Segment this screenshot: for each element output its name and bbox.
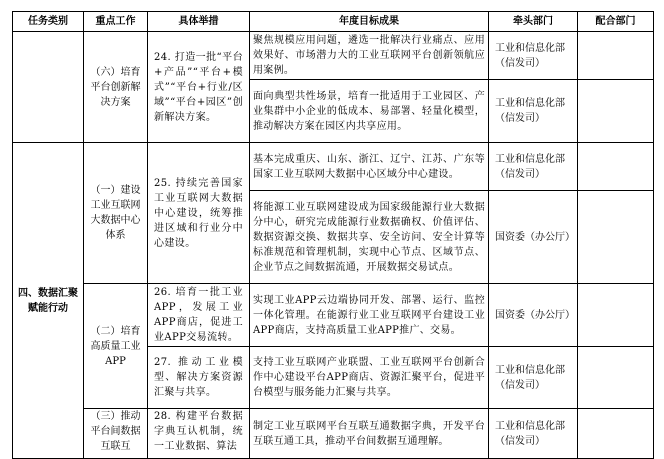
header-key-work: 重点工作 [84,12,148,32]
category-cell [13,32,84,143]
header-task-category: 任务类别 [13,12,84,32]
header-lead-department: 牵头部门 [489,12,578,32]
key-work-cell: （三）推动平台间数据互联互 [84,409,148,459]
key-work-cell: （一）建设工业互联网大数据中心体系 [84,143,148,284]
goal-cell: 支持工业互联网产业联盟、工业互联网平台创新合作中心建设平台APP商店、资源汇聚平台，促进平台模型与服务能力汇聚与共享。 [250,347,489,409]
header-annual-goals: 年度目标成果 [250,12,489,32]
goal-cell: 实现工业APP云边端协同开发、部署、运行、监控一体化管理。在能源行业工业互联网平台建设工业APP商店，支持高质量工业APP推广、交易。 [250,284,489,347]
lead-department-cell: 工业和信息化部（信发司） [489,347,578,409]
assist-department-cell [578,347,654,409]
goal-cell: 面向典型共性场景，培育一批适用于工业园区、产业集群中小企业的低成本、易部署、轻量化模型，推动解决方案在园区内共享应用。 [250,80,489,143]
assist-department-cell [578,191,654,284]
lead-department-cell: 工业和信息化部（信发司） [489,143,578,191]
assist-department-cell [578,80,654,143]
table-row [13,32,654,80]
lead-department-cell: 工业和信息化部（信发司） [489,80,578,143]
measure-cell: 24. 打造一批“平台+产品”“平台+模式”“平台+行业/区域”“平台+园区”创新解决方案。 [148,32,250,143]
measure-cell: 28. 构建平台数据字典互认机制，统一工业数据、算法 [148,409,250,459]
lead-department-cell: 国资委（办公厅） [489,191,578,284]
goal-cell: 制定工业互联网平台互联互通数据字典，开发平台互联互通工具，推动平台间数据互通理解。 [250,409,489,459]
table-row [13,284,654,347]
assist-department-cell [578,284,654,347]
assist-department-cell [578,143,654,191]
key-work-cell: （六）培育平台创新解决方案 [84,32,148,143]
category-cell: 四、数据汇聚赋能行动 [13,143,84,459]
goal-cell: 将能源工业互联网建设成为国家级能源行业大数据分中心，研究完成能源行业数据确权、价值评估、数据资源交换、数据共享、安全访问、安全计算等标准规范和管理机制，实现中心节点、区域节点、企业节点之间数据流通，开展数据交易试点。 [250,191,489,284]
table-header-row [13,12,654,32]
lead-department-cell: 国资委（办公厅） [489,284,578,347]
task-table [12,11,654,459]
assist-department-cell [578,32,654,80]
lead-department-cell: 工业和信息化部（信发司） [489,409,578,459]
table-row [13,409,654,459]
header-assisting-department: 配合部门 [578,12,654,32]
key-work-cell: （二）培育高质量工业APP [84,284,148,409]
table-row [13,143,654,191]
assist-department-cell [578,409,654,459]
goal-cell: 聚焦规模应用问题，遴选一批解决行业痛点、应用效果好、市场潜力大的工业互联网平台创新领航应用案例。 [250,32,489,80]
measure-cell: 27. 推动工业模型、解决方案资源汇聚与共享。 [148,347,250,409]
lead-department-cell: 工业和信息化部（信发司） [489,32,578,80]
measure-cell: 26. 培育一批工业APP，发展工业APP商店，促进工业APP交易流转。 [148,284,250,347]
header-specific-measures: 具体举措 [148,12,250,32]
measure-cell: 25. 持续完善国家工业互联网大数据中心建设，统筹推进区域和行业分中心建设。 [148,143,250,284]
goal-cell: 基本完成重庆、山东、浙江、辽宁、江苏、广东等国家工业互联网大数据中心区域分中心建设。 [250,143,489,191]
